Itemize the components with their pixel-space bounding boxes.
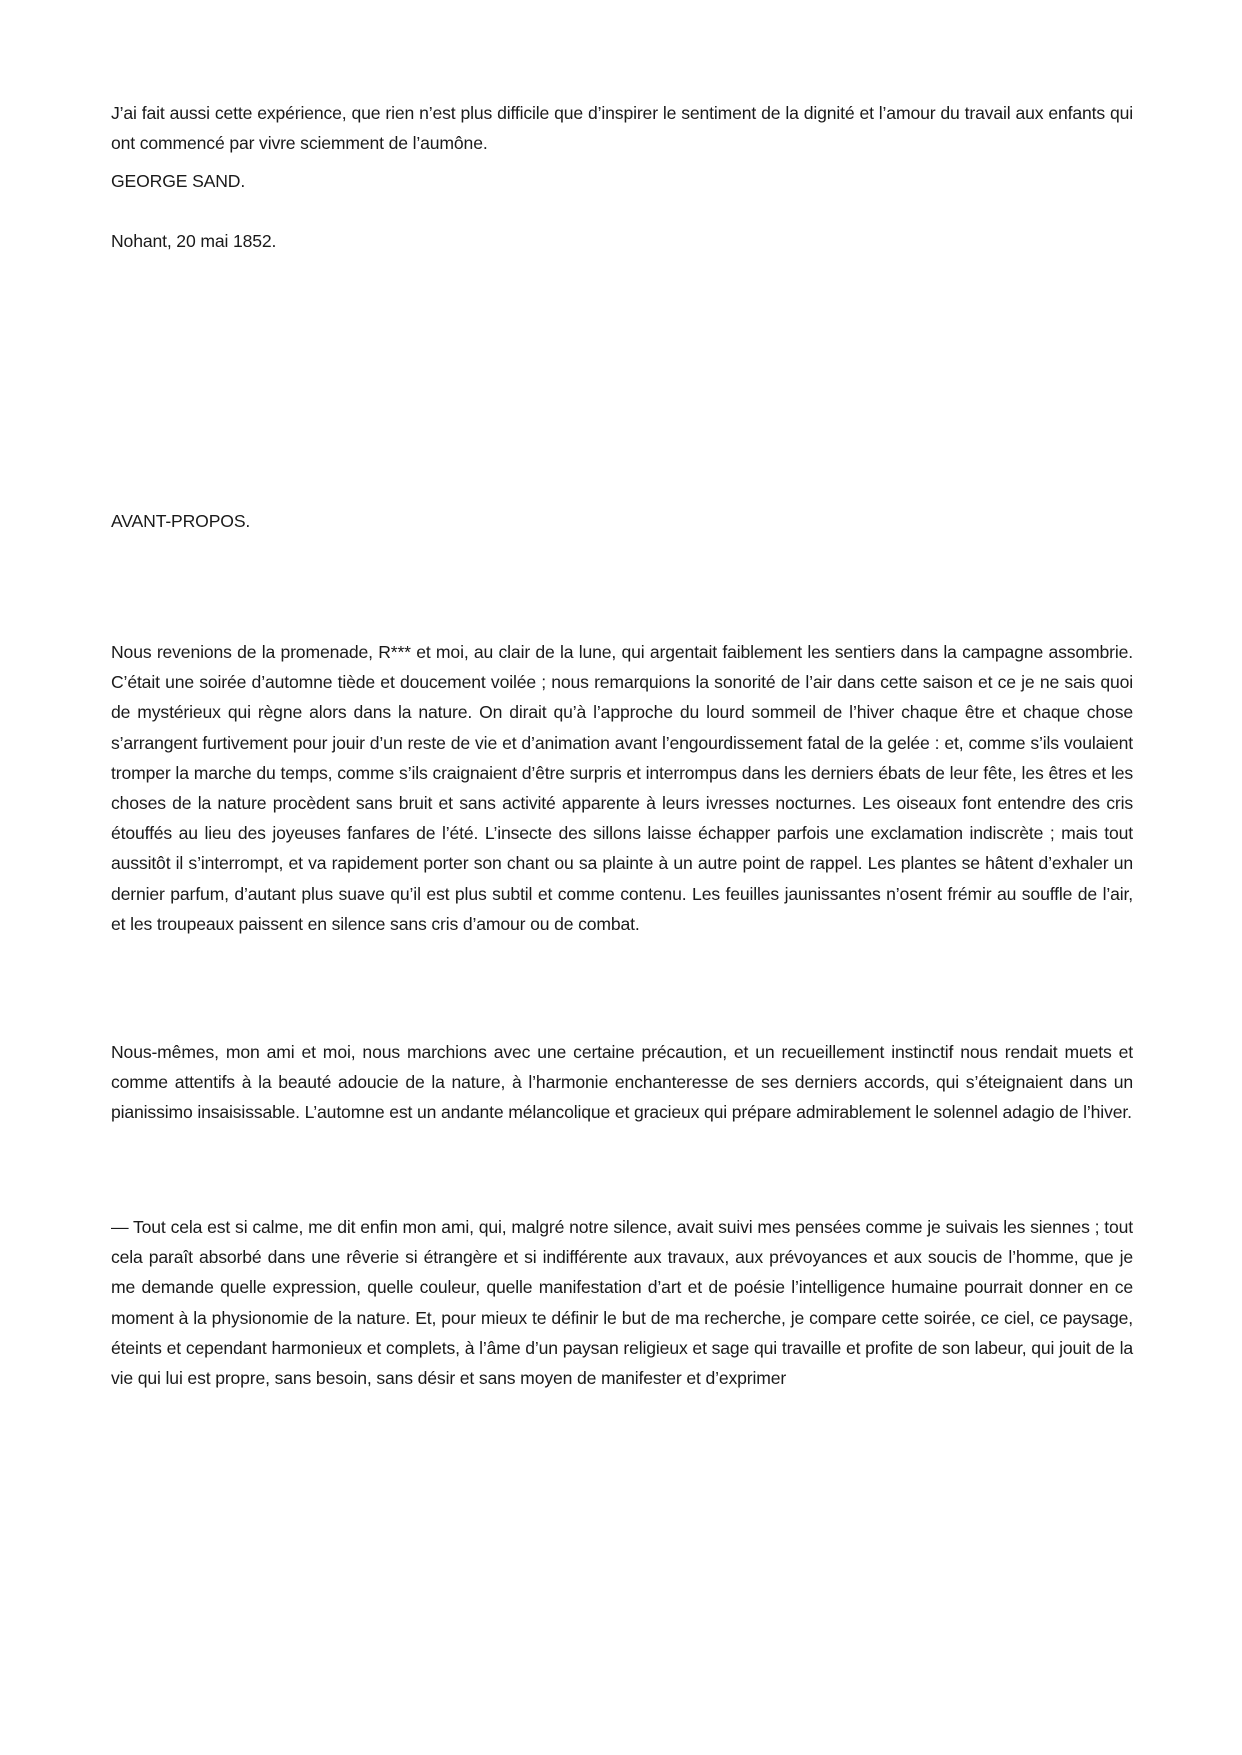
body-paragraph: Nous-mêmes, mon ami et moi, nous marchions avec une certaine précaution, et un recueillement instinctif nous rendait muets et comme attentifs à la beauté adoucie de la nature, à l’harmonie enchanteresse de ses derniers accords, qui s’éteignaient dans un pianissimo insaisissable. L’automne est un andante mélancolique et gracieux qui prépare admirablement le solennel adagio de l’hiver.	[111, 1042, 1133, 1123]
body-paragraph: — Tout cela est si calme, me dit enfin mon ami, qui, malgré notre silence, avait suivi mes pensées comme je suivais les siennes ; tout cela paraît absorbé dans une rêverie si étrangère et si indifférente aux travaux, aux prévoyances et aux soucis de l’homme, que je me demande quelle expression, quelle couleur, quelle manifestation d’art et de poésie l’intelligence humaine pourrait donner en ce moment à la physionomie de la nature. Et, pour mieux te définir le but de ma recherche, je compare cette soirée, ce ciel, ce paysage, éteints et cependant harmonieux et complets, à l’âme d’un paysan religieux et sage qui travaille et profite de son labeur, qui jouit de la vie qui lui est propre, sans besoin, sans désir et sans moyen de manifester et d’exprimer	[111, 1217, 1133, 1389]
section-heading: AVANT-PROPOS.	[111, 511, 251, 531]
place-date: Nohant, 20 mai 1852.	[111, 231, 277, 251]
body-paragraph: Nous revenions de la promenade, R*** et moi, au clair de la lune, qui argentait faiblement les sentiers dans la campagne assombrie. C’était une soirée d’automne tiède et doucement voilée ; nous remarquions la sonorité de l’air dans cette saison et ce je ne sais quoi de mystérieux qui règne alors dans la nature. On dirait qu’à l’approche du lourd sommeil de l’hiver chaque être et chaque chose s’arrangent furtivement pour jouir d’un reste de vie et d’animation avant l’engourdissement fatal de la gelée : et, comme s’ils voulaient tromper la marche du temps, comme s’ils craignaient d’être surpris et interrompus dans les derniers ébats de leur fête, les êtres et les choses de la nature procèdent sans bruit et sans activité apparente à leurs ivresses nocturnes. Les oiseaux font entendre des cris étouffés au lieu des joyeuses fanfares de l’été. L’insecte des sillons laisse échapper parfois une exclamation indiscrète ; mais tout aussitôt il s’interrompt, et va rapidement porter son chant ou sa plainte à un autre point de rappel. Les plantes se hâtent d’exhaler un dernier parfum, d’autant plus suave qu’il est plus subtil et comme contenu. Les feuilles jaunissantes n’osent frémir au souffle de l’air, et les troupeaux paissent en silence sans cris d’amour ou de combat.	[111, 642, 1133, 934]
preface-closing-paragraph: J’ai fait aussi cette expérience, que rien n’est plus difficile que d’inspirer le sentiment de la dignité et l’amour du travail aux enfants qui ont commencé par vivre sciemment de l’aumône.	[111, 103, 1133, 154]
author-signature: GEORGE SAND.	[111, 171, 246, 191]
